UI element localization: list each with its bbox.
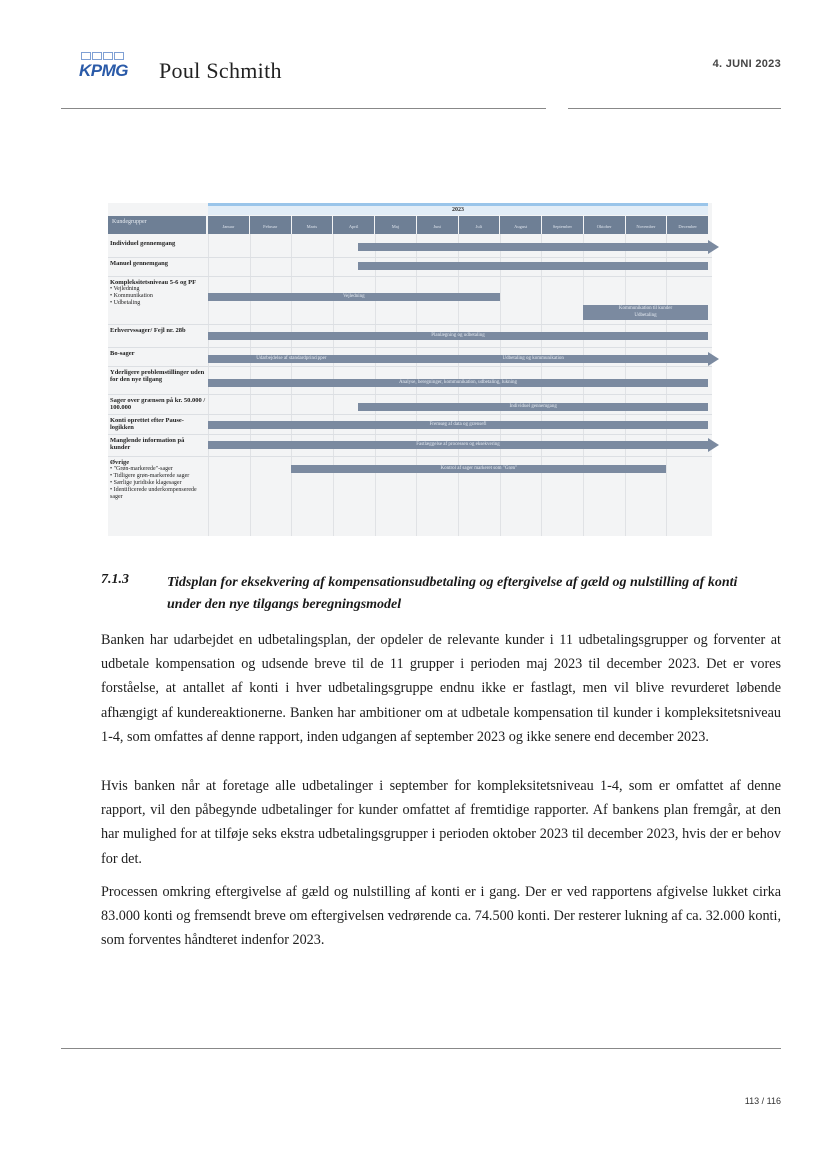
timeline-bar: Fastlæggelse af processen og eksekvering	[208, 441, 708, 449]
header-divider-left	[61, 108, 546, 109]
timeline-bar: Planlægning og udbetaling	[208, 332, 708, 340]
timeline-bar: Kommunikation til kunder	[583, 305, 708, 313]
month-header-10: Oktober	[584, 216, 625, 234]
row-divider	[108, 276, 712, 277]
row-divider	[108, 394, 712, 395]
timeline-bar: Fremsøg af data og grænsefl	[208, 421, 708, 429]
timeline-row-label	[110, 437, 206, 451]
row-divider	[108, 366, 712, 367]
row-divider	[108, 257, 712, 258]
paragraph-1: Banken har udarbejdet en udbetalingsplan, der opdeler de relevante kunder i 11 udbetalingsgrupper og forventer at udbetale kompensation og udsende breve til de 11 grupper i perioden maj 2023 til december 2023. Det er vores forståelse, at antallet af konti i hver udbetalingsgruppe endnu ikke er fastlagt, men vil blive revurderet løbende afhængigt af kundereaktionerne. Banken har ambitioner om at udbetale kompensation til kunder i kompleksitetsniveau 1-4, som omfattes af denne rapport, inden udgangen af september 2023 og ikke senere end december 2023.	[101, 632, 781, 745]
timeline-bar: Kontrol af sager markeret som "Grøn"	[291, 465, 666, 473]
kpmg-logo: KPMG	[79, 61, 128, 80]
timeline-arrowhead	[708, 352, 719, 366]
footer-divider	[61, 1048, 781, 1049]
row-label-text: Sager over grænsen på kr. 50.000 / 100.000	[110, 397, 206, 411]
timeline-row-label	[110, 279, 206, 307]
row-label-text: Øvrige	[110, 459, 130, 466]
kpmg-logo-squares	[81, 52, 124, 60]
row-label-text: Manglende information på kunder	[110, 437, 185, 451]
month-header-3: Marts	[292, 216, 333, 234]
paragraph-2: Hvis banken når at foretage alle udbetalinger i september for kompleksitetsniveau 1-4, som er omfattet af denne rapport, vil den påbegynde udbetalinger for kunder omfattet af fremtidige rapporter. Af bankens plan fremgår, at den har mulighed for at tilføje seks ekstra udbetalingsgrupper i perioden oktober 2023 til december 2023, hvis der er behov for det.	[101, 778, 781, 867]
group-column-header: Kundegrupper	[108, 216, 206, 234]
row-sublabel: • "Grøn-markerede"-sager	[110, 466, 173, 472]
timeline-bar: Individuel gennemgang	[358, 403, 708, 411]
month-header-1: Januar	[208, 216, 249, 234]
timeline-bar: Vejledning	[208, 293, 500, 301]
row-divider	[108, 434, 712, 435]
timeline-row-label	[110, 240, 206, 247]
row-divider	[108, 324, 712, 325]
row-label-text: Kompleksitetsniveau 5-6 og PF	[110, 279, 197, 286]
author-name: Poul Schmith	[159, 58, 282, 83]
page-number: 113 / 116	[744, 1096, 781, 1106]
row-label-text: Manuel gennemgang	[110, 260, 168, 267]
row-label-text: Erhvervssager/ Fejl nr. 28b	[110, 327, 186, 334]
month-header-11: November	[626, 216, 667, 234]
row-label-text: Bo-sager	[110, 350, 135, 357]
row-divider	[108, 414, 712, 415]
row-label-text: Yderligere problemstillinger uden for den nye tilgang	[110, 369, 205, 383]
timeline-row-label	[110, 397, 206, 411]
month-header-6: Juni	[417, 216, 458, 234]
month-header-4: April	[333, 216, 374, 234]
timeline-chart	[108, 203, 712, 536]
timeline-bar	[358, 262, 708, 270]
month-header-7: Juli	[459, 216, 500, 234]
row-sublabel: • Identificerede underkompenserede sager	[110, 487, 197, 500]
row-sublabel: • Vejledning	[110, 286, 140, 292]
timeline-row-label	[110, 350, 206, 357]
document-date: 4. JUNI 2023	[712, 58, 781, 70]
year-label: 2023	[208, 206, 708, 215]
month-header-2: Februar	[250, 216, 291, 234]
timeline-arrowhead	[708, 438, 719, 452]
section-title: Tidsplan for eksekvering af kompensationsudbetaling og eftergivelse af gæld og nulstilling af konti under den nye tilgangs beregningsmodel	[167, 575, 738, 612]
timeline-row-label	[110, 417, 206, 431]
row-divider	[108, 347, 712, 348]
row-divider	[108, 456, 712, 457]
month-header-8: August	[500, 216, 541, 234]
month-header-12: December	[667, 216, 708, 234]
row-sublabel: • Kommunikation	[110, 293, 153, 299]
month-header-row	[208, 216, 708, 234]
row-label-text: Individuel gennemgang	[110, 240, 176, 247]
timeline-row-label	[110, 459, 206, 501]
header-divider-right	[568, 108, 781, 109]
timeline-arrowhead	[708, 240, 719, 254]
timeline-row-label	[110, 327, 206, 334]
timeline-bar: Udbetaling	[583, 312, 708, 320]
row-sublabel: • Udbetaling	[110, 300, 141, 306]
timeline-row-label	[110, 260, 206, 267]
section-number: 7.1.3	[101, 572, 129, 587]
timeline-bar: Udarbejdelse af standardprincipper	[208, 355, 375, 363]
timeline-row-label	[110, 369, 206, 383]
row-sublabel: • Tidligere grøn-markerede sager	[110, 473, 190, 479]
paragraph-3: Processen omkring eftergivelse af gæld og nulstilling af konti er i gang. Der er ved rapportens afgivelse lukket cirka 83.000 konti og fremsendt breve om eftergivelsen vedrørende ca. 74.500 konti. Der resterer lukning af ca. 32.000 konti, som forventes håndteret indenfor 2023.	[101, 884, 781, 949]
row-sublabel: • Særlige juridiske klagesager	[110, 480, 182, 486]
month-header-5: Maj	[375, 216, 416, 234]
timeline-bar	[358, 243, 708, 251]
timeline-bar: Udbetaling og kommunikation	[358, 355, 708, 363]
month-header-9: September	[542, 216, 583, 234]
timeline-bar: Analyse, beregninger, kommunikation, udbetaling, lukning	[208, 379, 708, 387]
row-label-text: Konti oprettet efter Pause-logikken	[110, 417, 184, 431]
